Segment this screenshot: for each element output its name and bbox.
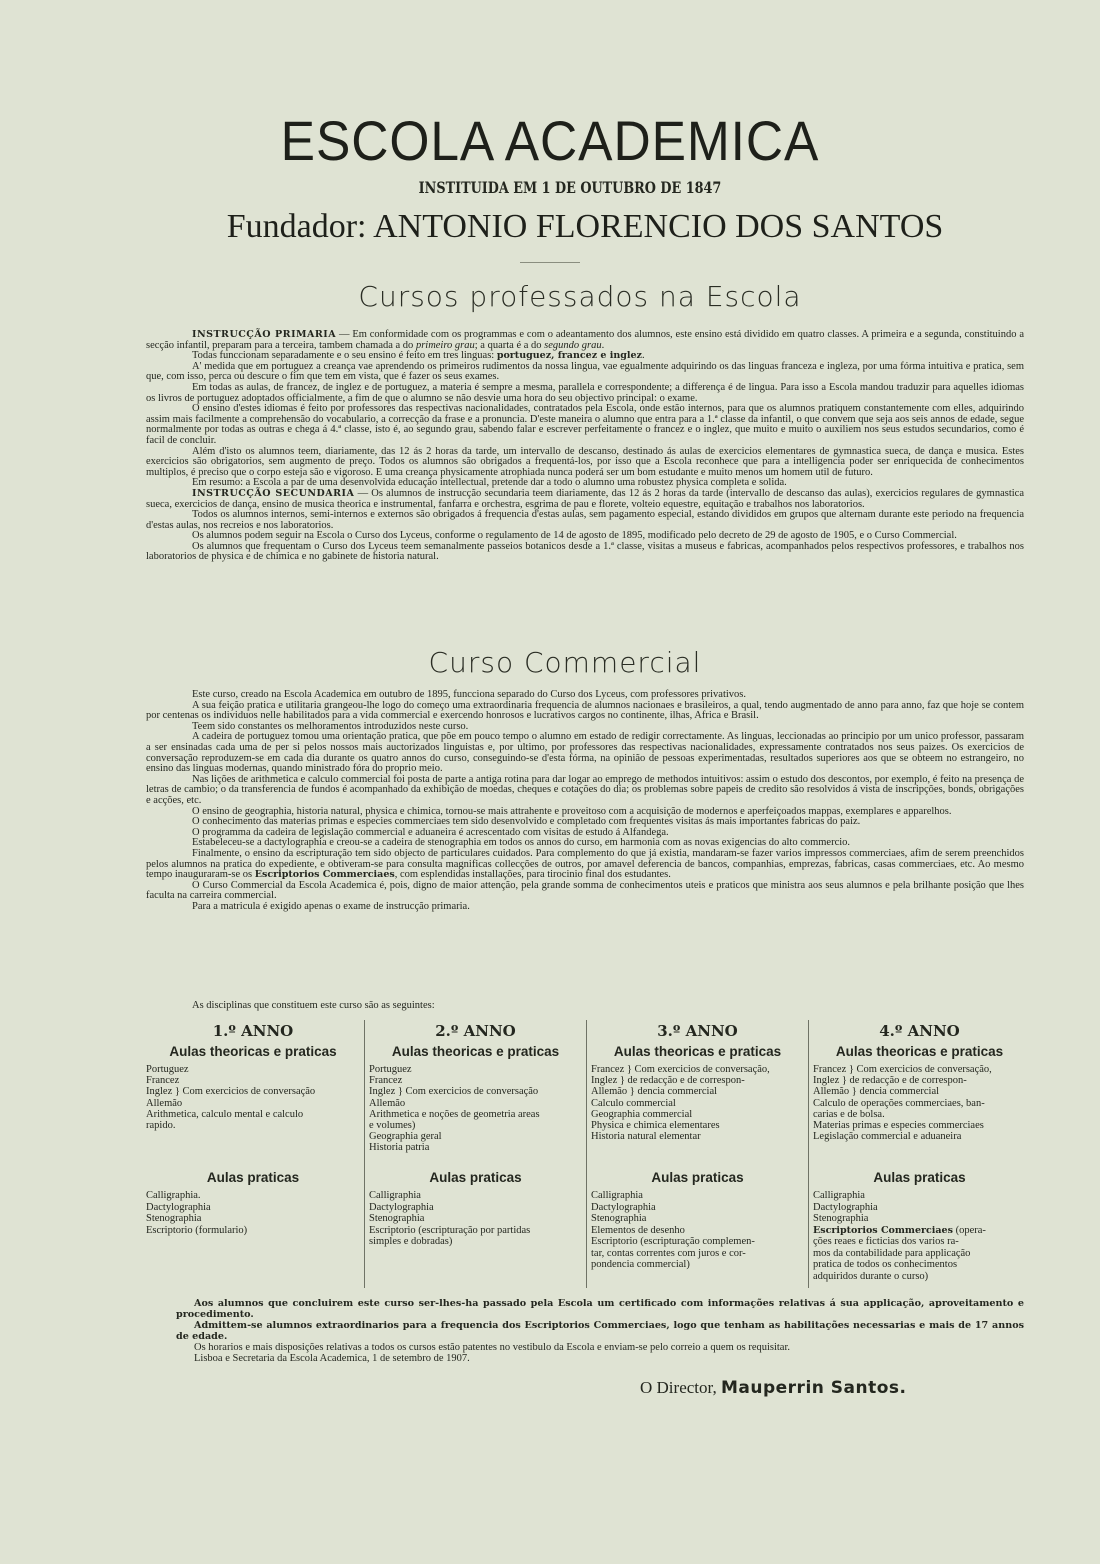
list-item: Stenographia (813, 1213, 869, 1224)
list-item: Stenographia (591, 1213, 647, 1224)
date-line: Lisboa e Secretaria da Escola Academica, 1 de setembro de 1907. (194, 1353, 470, 1364)
schedule-note: Os horarios e mais disposições relativas a todos os cursos estão patentes no vestibulo da Escola e enviam-se pelo correio a quem os requisitar. (194, 1342, 791, 1353)
list-item: Escriptorio (formulario) (146, 1224, 248, 1236)
list-item: adquiridos durante o curso) (813, 1270, 929, 1282)
list-item: Stenographia (369, 1213, 425, 1224)
list-item: rapido. (146, 1120, 176, 1132)
practice-list (146, 1190, 356, 1236)
list-item: Calligraphia (369, 1190, 421, 1201)
list-item: e volumes) (369, 1120, 416, 1132)
director-signature (640, 1378, 907, 1398)
list-item: ções reaes e ficticias dos varios ra- (813, 1236, 959, 1247)
extraordinary-students-note: Admittem-se alumnos extraordinarios para a frequencia dos Escriptorios Commerciaes, logo que tenham as habilitações necessarias e mais de 17 annos de edade. (176, 1320, 1024, 1342)
list-item: carias e de bolsa. (813, 1108, 885, 1120)
practice-heading: Aulas praticas (651, 1170, 744, 1185)
theory-list (813, 1064, 1026, 1160)
paragraph: Teem sido constantes os melhoramentos introduzidos neste curso. (192, 720, 469, 732)
theory-heading: Aulas theoricas e praticas (391, 1044, 560, 1059)
list-item: Dactylographia (146, 1201, 211, 1213)
list-item: mos da contabilidade para applicação (813, 1247, 971, 1259)
theory-heading: Aulas theoricas e praticas (169, 1044, 337, 1059)
year-column-4 (808, 1020, 1030, 1288)
list-item: Portuguez (369, 1064, 412, 1075)
disciplinas-intro: As disciplinas que constituem este curso são as seguintes: (192, 1000, 435, 1011)
list-item: simples e dobradas) (369, 1236, 453, 1247)
list-item: Francez (369, 1075, 403, 1087)
list-item: Francez } Com exercicios de conversação, (813, 1064, 992, 1075)
paragraph: O ensino d'estes idiomas é feito por professores das respectivas nacionalidades, contratados pela Escola, onde estão internos, para que os alumnos pratiquem constantemente com elles, adquirindo assim mais facilmente a comprehensão do vocabulario, a correcção da frase e a pronuncia. D'este maneira o alumno que entra para a 1.ª classe da infantil, o que convem que seja aos seis annos de edade, segue normalmente por todas as outras e chega á 4.ª classe, isto é, ao segundo grau, sabendo falar e escrever perfeitamente o francez e o inglez, que muito e muito o auxiliem nos seus estudos secundarios, como é facil de concluir. (146, 403, 1024, 446)
paragraph: O ensino de geographia, historia natural, physica e chimica, tornou-se mais attrahente e proveitoso com a acquisição de modernos e aperfeiçoados mappas, exemplares e apparelhos. (192, 805, 952, 817)
year-title: 3.º ANNO (657, 1022, 738, 1040)
theory-list (146, 1064, 360, 1160)
practice-list (369, 1190, 579, 1248)
list-item: Allemão (369, 1097, 406, 1109)
paragraph: Em resumo: a Escola a par de uma desenvolvida educação intellectual, pretende dar a todo o alumno uma robustez physica completa e solida. (192, 477, 787, 489)
list-item: tar, contas correntes com juros e cor- (591, 1247, 746, 1259)
year-title: 4.º ANNO (879, 1022, 960, 1040)
list-item: Francez (146, 1075, 180, 1087)
paragraph: Nas lições de arithmetica e calculo commercial foi posta de parte a antiga rotina para dar logar ao emprego de methodos intuitivos: assim o estudo dos descontos, por exemplo, é feito na presença de letras de cambio; o da transferencia de fundos é acompanhado da exhibição de moedas, cheques e cotações do dia; os problemas sobre papeis de credito são resolvidos á vista de inscripções, bonds, obrigações e acções, etc. (146, 773, 1024, 806)
year-title: 2.º ANNO (435, 1022, 516, 1040)
paragraph: Para a matricula é exigido apenas o exame de instrucção primaria. (192, 900, 470, 912)
paragraph: O conhecimento das materias primas e especies commerciaes tem sido desenvolvido e completado com frequentes visitas ás mais importantes fabricas do paiz. (192, 816, 861, 828)
paragraph: Os alumnos que frequentam o Curso dos Lyceus teem semanalmente passeios botanicos desde a 1.ª classe, visitas a museus e fabricas, acompanhados pelos respectivos professores, e trabalhos nos laboratorios de physica e de chimica e no gabinete de historia natural. (146, 540, 1024, 563)
founding-date: INSTITUIDA EM 1 DE OUTUBRO DE 1847 (418, 178, 722, 197)
page-title: ESCOLA ACADEMICA (280, 109, 820, 172)
list-item: Inglez } Com exercicios de conversação (369, 1086, 539, 1098)
paragraph: Todos os alumnos internos, semi-internos e externos são obrigados á frequencia d'estas aulas, sem pagamento especial, estando divididos em grupos que alternam durante este periodo na frequencia d'estas aulas, nos recreios e nos laboratorios. (146, 509, 1024, 531)
list-item: Arithmetica e noções de geometria areas (369, 1108, 540, 1120)
paragraph: A cadeira de portuguez tomou uma orientação pratica, que põe em pouco tempo o alumno em estado de redigir correctamente. As linguas, leccionadas ao principio por um unico professor, passaram a ser ensinadas cada uma de per si pelos nossos mais auctorizados linguistas e, por ultimo, por professores das respectivas nacionalidades, expressamente contratados nos seus paizes. Os exercicios de conversação reproduzem-se em cada dia durante os quatro annos do curso, conseguindo-se d'esta fórma, na opinião de pessoas experimentadas, resultados superiores aos que se obteem no estrangeiro, no ensino das linguas modernas, quando ministrado fóra do proprio meio. (146, 731, 1024, 775)
cursos-body (146, 330, 1024, 563)
certificate-note: Aos alumnos que concluirem este curso ser-lhes-ha passado pela Escola um certificado com informações relativas á sua applicação, aproveitamento e procedimento. (176, 1298, 1024, 1320)
list-item: Historia patria (369, 1142, 430, 1154)
list-item: Calculo commercial (591, 1097, 676, 1109)
list-item: Physica e chimica elementares (591, 1120, 720, 1132)
list-item: pondencia commercial) (591, 1259, 690, 1270)
list-item: Geographia geral (369, 1131, 442, 1143)
list-item: Escriptorio (escripturação por partidas (369, 1224, 531, 1236)
commercial-body (146, 690, 1024, 912)
year-column-2 (364, 1020, 586, 1288)
list-item: Calculo de operações commerciaes, ban- (813, 1097, 985, 1109)
divider (520, 262, 580, 263)
list-item: Dactylographia (813, 1201, 878, 1213)
years-table (142, 1020, 1030, 1288)
paragraph: INSTRUCÇÃO SECUNDARIA — Os alumnos de instrucção secundaria teem diariamente, das 12 ás 2 horas da tarde (intervallo de descanso das aulas), exercicios regulares de gymnastica sueca, exercicios de dança, ensino de musica theorica e instrumental, fanfarra e orchestra, esgrima de pau e florete, volteio equestre, equitação e trabalhos nos laboratorios. (146, 487, 1024, 510)
footer-notes (176, 1298, 1024, 1364)
list-item: Portuguez (146, 1064, 189, 1075)
list-item: pratica de todos os conhecimentos (813, 1259, 958, 1270)
paragraph: Este curso, creado na Escola Academica em outubro de 1895, funcciona separado do Curso dos Lyceus, com professores privativos. (192, 689, 747, 700)
practice-list (591, 1190, 801, 1271)
list-item: Escriptorio (escripturação complemen- (591, 1236, 755, 1247)
paragraph: A' medida que em portuguez a creança vae aprendendo os primeiros rudimentos da nossa lingua, vae egualmente adquirindo os das linguas franceza e ingleza, por uma fórma intuitiva e pratica, sem que, com isso, perca ou descure o fim que tem em vista, que é fazer os seus exames. (146, 360, 1024, 383)
list-item: Dactylographia (369, 1201, 434, 1213)
paragraph: Além d'isto os alumnos teem, diariamente, das 12 ás 2 horas da tarde, um intervallo de descanso, destinado ás aulas de exercicios elementares de gymnastica sueca, de dança e musica. Estes exercicios são obrigatorios, sem augmento de preço. Todos os alumnos são obrigados a frequentá-los, por isso que a Escola reconhece que para a intelligencia poder ser enriquecida de conhecimentos multiplos, é preciso que o corpo esteja são e vigoroso. E uma creança physicamente atrophiada nunca poderá ser um bom estudante e muito menos um homem util de futuro. (146, 445, 1024, 478)
list-item: Escriptorios Commerciaes (opera- (813, 1224, 986, 1236)
paragraph: Estabeleceu-se a dactylographia e creou-se a cadeira de stenographia em todos os annos do curso, em harmonia com as novas exigencias do alto commercio. (192, 837, 851, 849)
paragraph: Finalmente, o ensino da escripturação tem sido objecto de particulares cuidados. Para complemento do que já existia, mandaram-se fazer varios impressos commerciaes, afim de serem preenchidos pelos alumnos na pratica do expediente, e obtiveram-se para consulta magnificas collecções de outros, por amavel deferencia de bancos, companhias, emprezas, fabricas, casas commerciaes, etc. Ao mesmo tempo inauguraram-se os Escriptorios Commerciaes, com esplendidas installações, para tirocinio final dos estudantes. (146, 847, 1024, 881)
theory-list (591, 1064, 804, 1160)
section-title-cursos: Cursos professados na Escola (358, 280, 802, 313)
section-title-commercial: Curso Commercial (428, 646, 702, 679)
list-item: Stenographia (146, 1213, 202, 1224)
founder-line: Fundador: ANTONIO FLORENCIO DOS SANTOS (226, 208, 944, 245)
director-name: Mauperrin Santos. (720, 1378, 907, 1398)
paragraph: INSTRUCÇÃO PRIMARIA — Em conformidade com os programmas e com o adeantamento dos alumnos, este ensino está dividido em quatro classes. A primeira e a segunda, constituindo a secção infantil, preparam para a terceira, tambem chamada a do primeiro grau; a quarta é a do segundo grau. (146, 329, 1024, 351)
list-item: Francez } Com exercicios de conversação, (591, 1064, 770, 1075)
list-item: Historia natural elementar (591, 1131, 701, 1143)
list-item: Elementos de desenho (591, 1224, 685, 1236)
paragraph: O Curso Commercial da Escola Academica é, pois, digno de maior attenção, pela grande somma de conhecimentos uteis e praticos que ministra aos seus alumnos e pela brilhante posição que lhes faculta na carreira commercial. (146, 879, 1024, 902)
practice-heading: Aulas praticas (429, 1170, 522, 1185)
list-item: Inglez } de redacção e de correspon- (591, 1075, 745, 1087)
list-item: Allemão (146, 1097, 183, 1109)
year-column-1 (142, 1020, 364, 1288)
paragraph: Os alumnos podem seguir na Escola o Curso dos Lyceus, conforme o regulamento de 14 de agosto de 1895, modificado pelo decreto de 29 de agosto de 1905, e o Curso Commercial. (192, 530, 957, 542)
practice-heading: Aulas praticas (206, 1170, 300, 1185)
theory-heading: Aulas theoricas e praticas (835, 1044, 1004, 1059)
practice-list (813, 1190, 1023, 1282)
practice-heading: Aulas praticas (873, 1170, 966, 1185)
theory-list (369, 1064, 582, 1160)
theory-heading: Aulas theoricas e praticas (613, 1044, 782, 1059)
list-item: Materias primas e especies commerciaes (813, 1120, 984, 1132)
list-item: Calligraphia (591, 1190, 643, 1201)
paragraph: O programma da cadeira de legislação commercial e aduaneira é acrescentado com visitas de estudo á Alfandega. (192, 826, 669, 838)
director-label: O Director, (640, 1378, 717, 1397)
list-item: Allemão } dencia commercial (813, 1086, 940, 1098)
list-item: Legislação commercial e aduaneira (813, 1131, 962, 1143)
paragraph: Todas funccionam separadamente e o seu ensino é feito em tres linguas: portuguez, francez e inglez. (192, 350, 645, 362)
paragraph: A sua feição pratica e utilitaria grangeou-lhe logo do começo uma extraordinaria frequencia de alumnos nacionaes e brasileiros, a qual, tendo augmentado de anno para anno, faz que hoje se contem por centenas os individuos nelle habilitados para a vida commercial e exercendo honrosos e lucrativos cargos no continente, ilhas, Africa e Brasil. (146, 699, 1024, 722)
paragraph: Em todas as aulas, de francez, de inglez e de portuguez, a materia é sempre a mesma, parallela e correspondente; a differença é de lingua. Para isso a Escola mandou traduzir para aquelles idiomas os livros de portuguez adoptados officialmente, a fim de que o alumno se não desvie uma hora do seu objectivo principal: o exame. (146, 381, 1024, 404)
year-title: 1.º ANNO (212, 1022, 294, 1040)
year-column-3 (586, 1020, 808, 1288)
list-item: Geographia commercial (591, 1108, 693, 1120)
list-item: Inglez } de redacção e de correspon- (813, 1075, 967, 1087)
list-item: Allemão } dencia commercial (591, 1086, 718, 1098)
list-item: Calligraphia (813, 1190, 865, 1201)
list-item: Arithmetica, calculo mental e calculo (146, 1108, 304, 1120)
list-item: Calligraphia. (146, 1190, 201, 1201)
list-item: Inglez } Com exercicios de conversação (146, 1086, 316, 1098)
list-item: Dactylographia (591, 1201, 656, 1213)
